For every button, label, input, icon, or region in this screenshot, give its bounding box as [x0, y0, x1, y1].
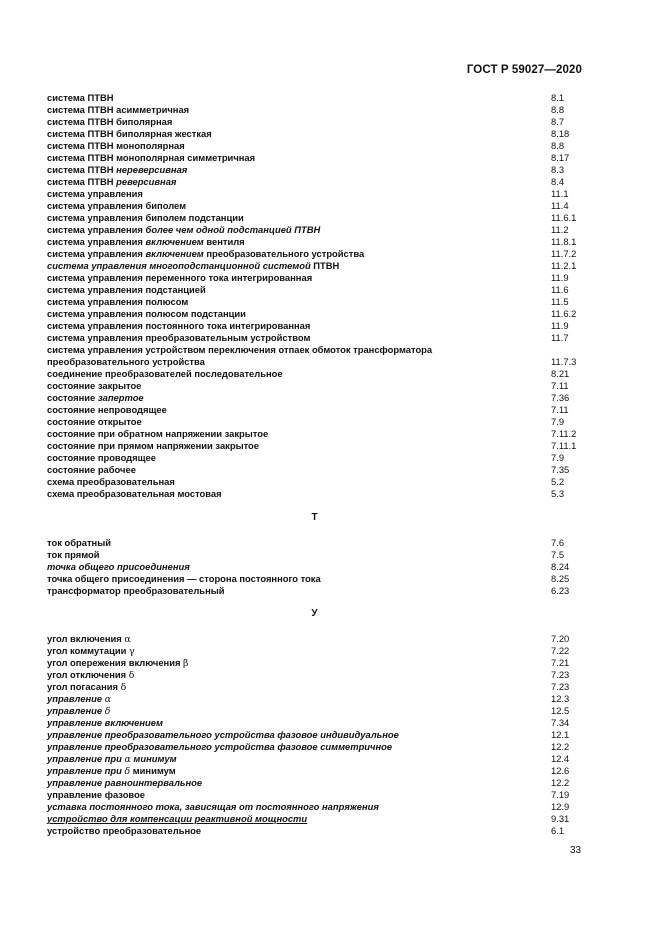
index-section-t: [47, 537, 582, 597]
index-entry: система управления переменного тока интегрированная 11.9: [47, 272, 569, 283]
index-entry: система ПТВН монополярная симметричная 8.17: [47, 152, 570, 163]
index-entry: система ПТВН биполярная 8.7: [47, 116, 565, 127]
index-entry: система управления включением преобразовательного устройства 11.7.2: [47, 248, 577, 259]
standard-code: ГОСТ Р 59027—2020: [466, 64, 582, 76]
index-entry: точка общего присоединения 8.24: [47, 561, 570, 572]
index-entry: управление фазовое 7.19: [47, 789, 570, 800]
index-entry: угол опережения включения β 7.21: [47, 657, 570, 669]
index-entry: состояние рабочее 7.35: [47, 464, 570, 475]
index-entry: система ПТВН нереверсивная 8.3: [47, 164, 565, 175]
index-entry: угол отключения δ 7.23: [47, 669, 570, 681]
index-entry: система управления включением вентиля 11.8.1: [47, 236, 577, 247]
index-entry: управление δ 12.5: [47, 705, 570, 717]
index-entry: система управления более чем одной подстанцией ПТВН 11.2: [47, 224, 569, 235]
index-entry: управление при α минимум 12.4: [47, 753, 570, 765]
index-entry: система управления биполем 11.4: [47, 200, 569, 211]
index-entry: угол погасания δ 7.23: [47, 681, 570, 693]
index-entry: система ПТВН асимметричная 8.8: [47, 104, 565, 115]
index-entry: система управления преобразовательным устройством 11.7: [47, 332, 569, 343]
index-entry: соединение преобразователей последовательное 8.21: [47, 368, 570, 379]
index-entry: управление при δ минимум 12.6: [47, 765, 570, 777]
index-entry: управление равноинтервальное 12.2: [47, 777, 570, 788]
index-entry: устройство преобразовательное 6.1: [47, 825, 565, 836]
index-section-s: [47, 92, 582, 500]
index-entry: состояние открытое 7.9: [47, 416, 565, 427]
index-entry: система управления 11.1: [47, 188, 569, 199]
index-entry: система управления биполем подстанции 11.6.1: [47, 212, 577, 223]
index-entry: состояние непроводящее 7.11: [47, 404, 569, 415]
index-entry: ток обратный 7.6: [47, 537, 565, 548]
index-entry: система ПТВН биполярная жесткая 8.18: [47, 128, 570, 139]
index-entry: система управления многоподстанционной системой ПТВН 11.2.1: [47, 260, 577, 271]
index-entry: система управления постоянного тока интегрированная 11.9: [47, 320, 569, 331]
index-entry: трансформатор преобразовательный 6.23: [47, 585, 570, 596]
section-letter-u: У: [311, 608, 318, 619]
index-entry: состояние закрытое 7.11: [47, 380, 569, 391]
index-entry: управление α 12.3: [47, 693, 570, 705]
index-entry: управление преобразовательного устройства фазовое симметричное 12.2: [47, 741, 570, 752]
index-entry: система управления полюсом 11.5: [47, 296, 569, 307]
index-entry: состояние проводящее 7.9: [47, 452, 565, 463]
index-entry: управление преобразовательного устройства фазовое индивидуальное 12.1: [47, 729, 570, 740]
section-letter-t: Т: [311, 512, 318, 523]
index-entry: точка общего присоединения — сторона постоянного тока 8.25: [47, 573, 570, 584]
index-entry: устройство для компенсации реактивной мощности 9.31: [47, 813, 570, 824]
index-entry: угол включения α 7.20: [47, 633, 570, 645]
index-entry: схема преобразовательная мостовая 5.3: [47, 488, 565, 499]
index-entry: управление включением 7.34: [47, 717, 570, 728]
index-entry: угол коммутации γ 7.22: [47, 645, 570, 657]
index-entry: система управления подстанцией 11.6: [47, 284, 569, 295]
index-entry: состояние запертое 7.36: [47, 392, 570, 403]
index-entry: система управления полюсом подстанции 11.6.2: [47, 308, 577, 319]
index-entry: состояние при прямом напряжении закрытое 7.11.1: [47, 440, 577, 451]
index-entry: система ПТВН 8.1: [47, 92, 565, 103]
index-entry: система ПТВН монополярная 8.8: [47, 140, 565, 151]
index-entry: система управления устройством переключения отпаек обмоток трансформатора преобразовательного устройства 11.7.3: [47, 344, 577, 367]
page-number: 33: [570, 845, 582, 856]
index-entry: уставка постоянного тока, зависящая от постоянного напряжения 12.9: [47, 801, 570, 812]
index-entry: состояние при обратном напряжении закрытое 7.11.2: [47, 428, 577, 439]
index-entry: ток прямой 7.5: [47, 549, 565, 560]
index-entry: система ПТВН реверсивная 8.4: [47, 176, 565, 187]
index-entry: схема преобразовательная 5.2: [47, 476, 565, 487]
index-section-u: [47, 633, 582, 837]
